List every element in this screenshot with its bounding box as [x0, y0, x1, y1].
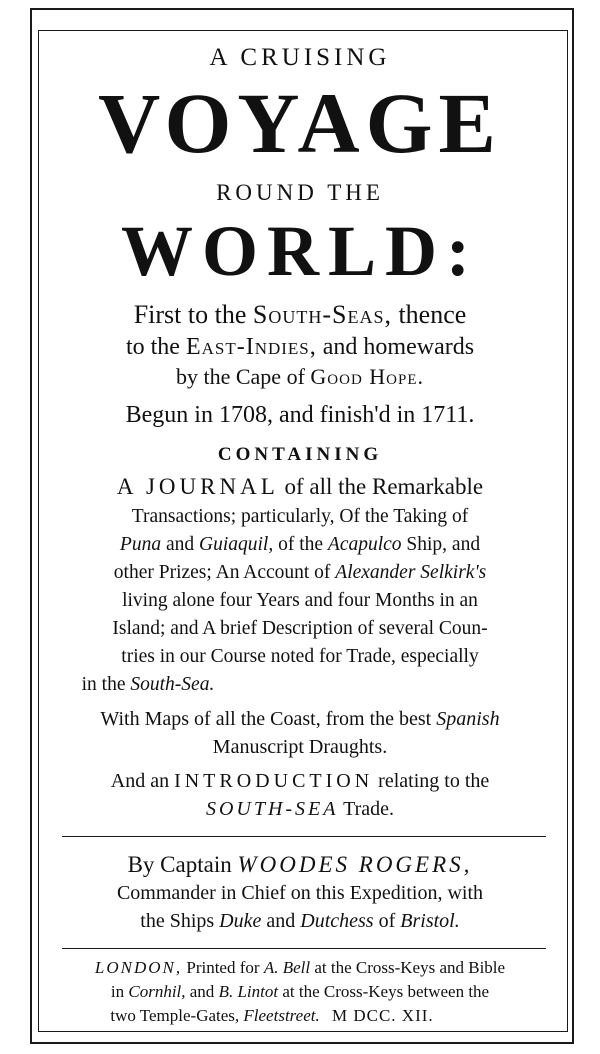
imprint-year: M DCC. XII. — [331, 1006, 434, 1025]
place-puna: Puna — [119, 534, 162, 555]
journal-line-2: Transactions; particularly, Of the Taking of — [131, 506, 469, 527]
printer-lintot: B. Lintot — [218, 982, 279, 1001]
route-line-1 — [0, 300, 600, 330]
author-name: WOODES ROGERS, — [237, 852, 473, 877]
divider-rule-2 — [62, 948, 546, 949]
author-text: and — [266, 910, 296, 932]
journal-text: other Prizes; An Account of — [113, 562, 331, 583]
imprint-line-3 — [0, 1006, 572, 1026]
imprint-text: at the Cross-Keys and Bible — [314, 958, 506, 977]
divider-rule-1 — [62, 836, 546, 837]
maps-line-2: Manuscript Draughts. — [212, 736, 388, 758]
route-line-2 — [0, 334, 600, 361]
intro-south-sea: SOUTH-SEA — [205, 798, 339, 820]
imprint-text: in — [110, 982, 125, 1001]
intro-heading: INTRODUCTION — [174, 770, 374, 792]
journal-line-4 — [0, 562, 600, 584]
journal-text: in the — [81, 674, 126, 695]
journal-text: Ship, and — [406, 534, 481, 555]
journal-line-8 — [0, 674, 448, 696]
author-line-1 — [0, 852, 600, 878]
journal-line-5: living alone four Years and four Months in an — [122, 590, 478, 611]
title-line-a-cruising: A CRUISING — [209, 44, 391, 71]
route-south-seas: South-Seas, — [252, 300, 392, 329]
place-fleetstreet: Fleetstreet. — [243, 1006, 320, 1025]
containing-heading: CONTAINING — [217, 444, 383, 465]
intro-text: And an — [110, 770, 170, 792]
maps-spanish: Spanish — [436, 708, 500, 730]
author-text: of — [378, 910, 396, 932]
journal-line-1 — [0, 474, 600, 500]
journal-heading: A JOURNAL — [116, 474, 279, 499]
title-line-round-the: ROUND THE — [216, 180, 384, 205]
route-text: by the Cape of — [175, 364, 305, 389]
intro-line-2 — [0, 798, 600, 821]
journal-line-7: tries in our Course noted for Trade, especially — [121, 646, 479, 667]
intro-line-1 — [0, 770, 600, 793]
route-line-3 — [0, 364, 600, 390]
route-good-hope: Good Hope. — [310, 364, 425, 389]
route-east-indies: East-Indies, — [185, 334, 317, 360]
ship-dutchess: Dutchess — [300, 910, 374, 932]
imprint-text: at the Cross-Keys between the — [282, 982, 490, 1001]
place-guiaquil: Guiaquil, — [198, 534, 274, 555]
imprint-london: LONDON, — [94, 958, 183, 977]
imprint-text: Printed for — [186, 958, 260, 977]
author-line-2: Commander in Chief on this Expedition, with — [116, 882, 484, 904]
route-text: First to the — [133, 300, 247, 329]
title-line-world: WORLD: — [121, 211, 479, 291]
place-acapulco: Acapulco — [327, 534, 402, 555]
journal-text: of all the Remarkable — [284, 474, 484, 499]
journal-line-6: Island; and A brief Description of several Coun- — [112, 618, 488, 639]
name-selkirk: Alexander Selkirk's — [335, 562, 487, 583]
voyage-dates: Begun in 1708, and finish'd in 1711. — [125, 402, 475, 428]
journal-text: and — [165, 534, 195, 555]
port-bristol: Bristol. — [400, 910, 460, 932]
route-text: thence — [398, 300, 467, 329]
journal-line-3 — [0, 534, 600, 556]
place-south-sea: South-Sea. — [130, 674, 215, 695]
author-text: the Ships — [140, 910, 215, 932]
maps-line-1 — [0, 708, 600, 731]
author-line-3 — [0, 910, 600, 933]
route-text: and homewards — [322, 334, 475, 360]
printer-bell: A. Bell — [263, 958, 311, 977]
imprint-text: and — [189, 982, 215, 1001]
title-line-voyage: VOYAGE — [98, 75, 502, 171]
ship-duke: Duke — [219, 910, 262, 932]
imprint-line-1 — [0, 958, 600, 978]
journal-text: of the — [278, 534, 324, 555]
imprint-text: two Temple-Gates, — [110, 1006, 240, 1025]
route-text: to the — [125, 334, 180, 360]
intro-text: Trade. — [343, 798, 395, 820]
maps-text: With Maps of all the Coast, from the best — [100, 708, 432, 730]
place-cornhil: Cornhil, — [128, 982, 186, 1001]
imprint-line-2 — [0, 982, 600, 1002]
author-text: By Captain — [127, 852, 232, 877]
intro-text: relating to the — [378, 770, 490, 792]
